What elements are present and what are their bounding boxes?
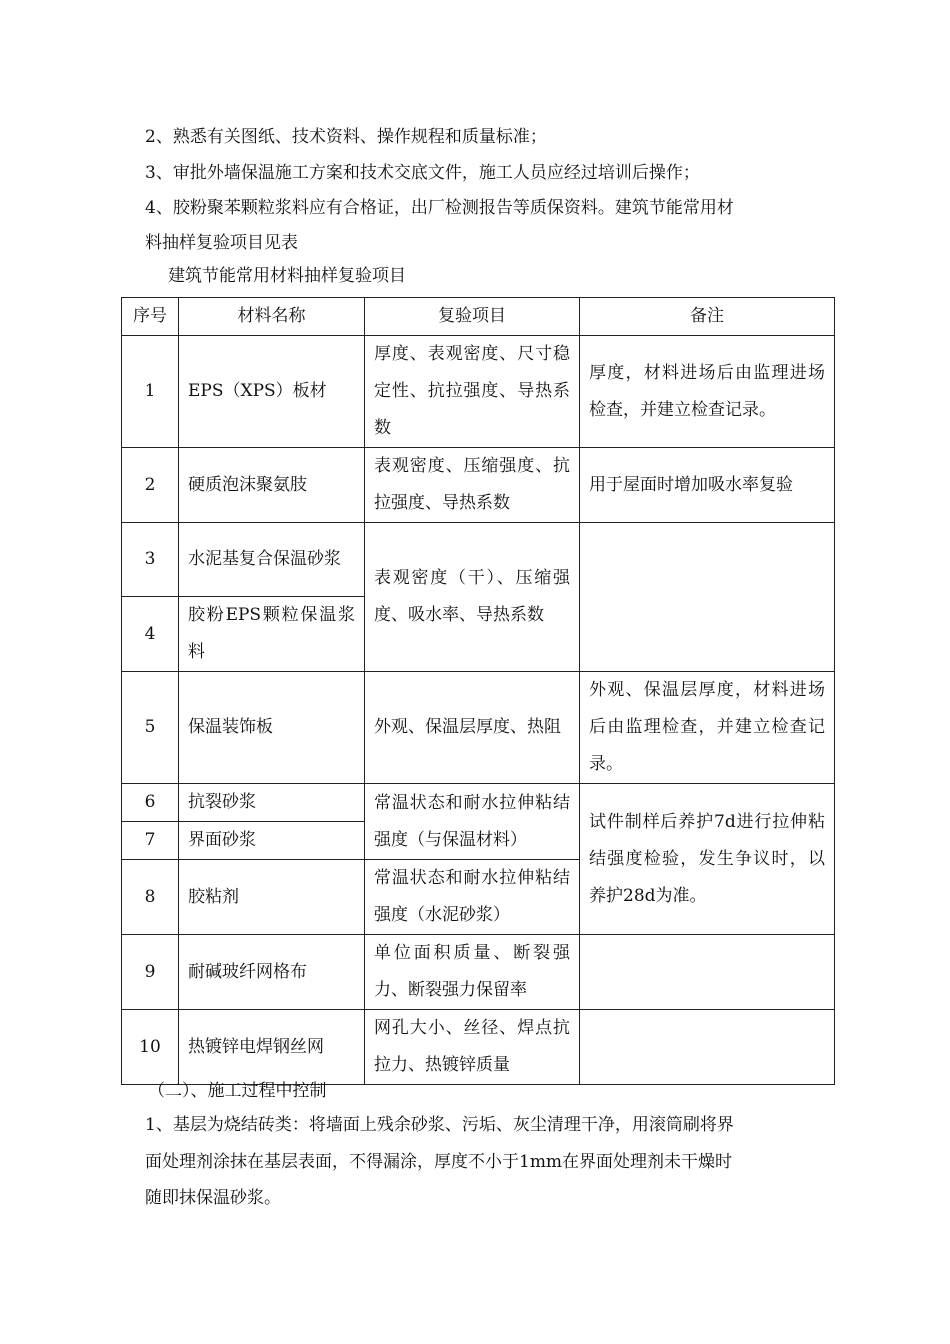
note-text: 试件制样后养护7d进行拉伸粘结强度检验，发生争议时，以养护28d为准。	[589, 811, 825, 906]
row-no: 9	[122, 935, 179, 1010]
row-no: 7	[122, 822, 179, 860]
materials-table	[121, 297, 835, 1085]
name-text: 水泥基复合保温砂浆	[188, 549, 341, 569]
row-note	[580, 672, 835, 784]
table-row	[122, 935, 835, 1010]
row-name	[179, 597, 365, 672]
row-name: 耐碱玻纤网格布	[179, 935, 365, 1010]
row-items	[365, 672, 580, 784]
row-no: 10	[122, 1010, 179, 1085]
header-no: 序号	[122, 298, 179, 336]
row-no: 2	[122, 448, 179, 523]
paragraph-2: 3、审批外墙保温施工方案和技术交底文件，施工人员应经过培训后操作；	[145, 163, 700, 183]
items-text: 常温状态和耐水拉伸粘结强度（与保温材料）	[374, 792, 570, 850]
header-note: 备注	[580, 298, 835, 336]
row-no: 1	[122, 336, 179, 448]
row-items	[365, 935, 580, 1010]
row-note	[580, 523, 835, 672]
items-text: 外观、保温层厚度、热阻	[374, 717, 561, 737]
row-note	[580, 935, 835, 1010]
header-name: 材料名称	[179, 298, 365, 336]
row-items	[365, 1010, 580, 1085]
table-row	[122, 1010, 835, 1085]
items-text: 单位面积质量、断裂强力、断裂强力保留率	[374, 943, 570, 1000]
row-items	[365, 523, 580, 672]
row-name	[179, 523, 365, 597]
table-row	[122, 523, 835, 597]
row-note: 用于屋面时增加吸水率复验	[580, 448, 835, 523]
paragraph-5: 1、基层为烧结砖类：将墙面上残余砂浆、污垢、灰尘清理干净，用滚筒刷将界	[145, 1115, 734, 1135]
paragraph-1: 2、熟悉有关图纸、技术资料、操作规程和质量标准；	[145, 127, 547, 147]
paragraph-5-cont-2: 随即抹保温砂浆。	[145, 1188, 281, 1208]
section-heading: （二）、施工过程中控制	[148, 1081, 327, 1101]
paragraph-5-cont-1: 面处理剂涂抹在基层表面，不得漏涂，厚度不小于1mm在界面处理剂未干燥时	[145, 1152, 733, 1172]
table-row	[122, 448, 835, 523]
row-name: 硬质泡沫聚氨肢	[179, 448, 365, 523]
items-text: 网孔大小、丝径、焊点抗拉力、热镀锌质量	[374, 1018, 570, 1075]
items-text: 常温状态和耐水拉伸粘结强度（水泥砂浆）	[374, 868, 570, 925]
row-no: 4	[122, 597, 179, 672]
paragraph-3-cont: 料抽样复验项目见表	[145, 233, 298, 253]
row-name: 抗裂砂浆	[179, 784, 365, 822]
row-items	[365, 448, 580, 523]
row-name: 胶粘剂	[179, 860, 365, 935]
row-items	[365, 784, 580, 860]
row-name: 界面砂浆	[179, 822, 365, 860]
row-note	[580, 1010, 835, 1085]
row-items	[365, 860, 580, 935]
items-text: 表观密度、压缩强度、抗拉强度、导热系数	[374, 456, 570, 513]
row-name: EPS（XPS）板材	[179, 336, 365, 448]
row-no: 8	[122, 860, 179, 935]
paragraph-3: 4、胶粉聚苯颗粒浆料应有合格证，出厂检测报告等质保资料。建筑节能常用材	[145, 198, 734, 218]
table-row	[122, 784, 835, 822]
row-no: 5	[122, 672, 179, 784]
row-note	[580, 784, 835, 935]
items-text: 厚度、表观密度、尺寸稳定性、抗拉强度、导热系数	[374, 344, 570, 438]
items-text: 表观密度（干）、压缩强度、吸水率、导热系数	[374, 568, 570, 625]
name-text: 胶粉EPS颗粒保温浆料	[188, 605, 355, 662]
row-no: 6	[122, 784, 179, 822]
table-header-row	[122, 298, 835, 336]
row-note	[580, 336, 835, 448]
header-items: 复验项目	[365, 298, 580, 336]
table-caption: 建筑节能常用材料抽样复验项目	[168, 266, 406, 286]
row-name: 热镀锌电焊钢丝网	[179, 1010, 365, 1085]
row-name: 保温装饰板	[179, 672, 365, 784]
table-row	[122, 672, 835, 784]
row-items	[365, 336, 580, 448]
table-row	[122, 336, 835, 448]
row-no: 3	[122, 523, 179, 597]
note-text: 外观、保温层厚度，材料进场后由监理检查，并建立检查记录。	[589, 680, 825, 774]
note-text: 厚度，材料进场后由监理进场检查，并建立检查记录。	[589, 362, 825, 420]
